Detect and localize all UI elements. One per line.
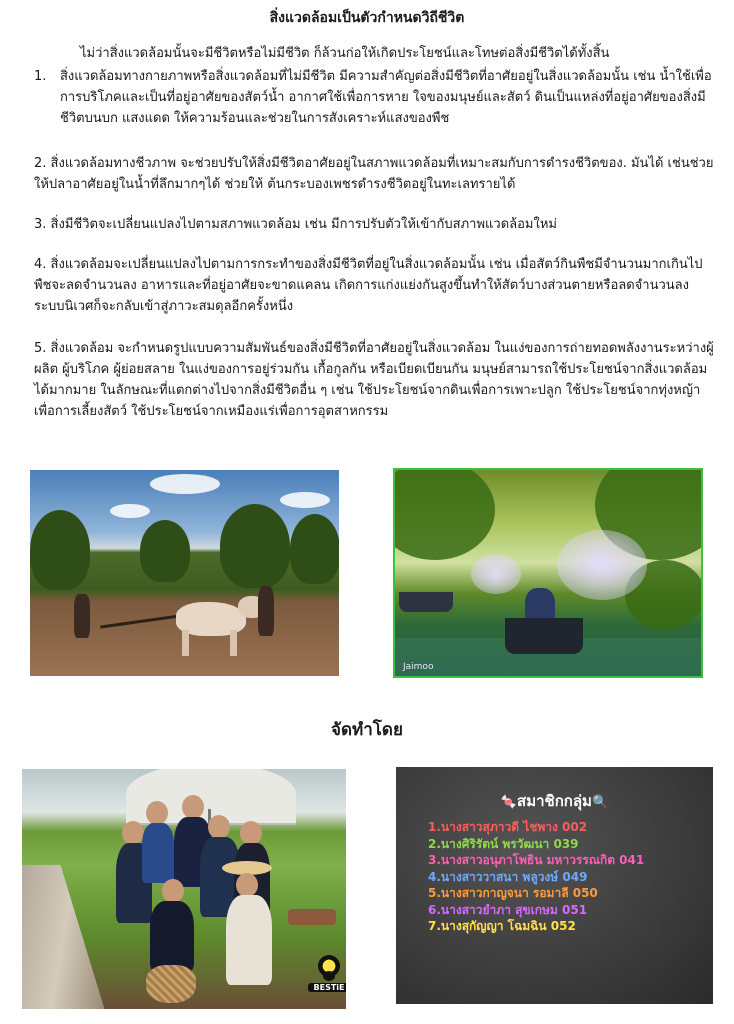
- person-head: [122, 821, 144, 845]
- water-spray-shape: [471, 554, 521, 594]
- intro-paragraph: ไม่ว่าสิ่งแวดล้อมนั้นจะมีชีวิตหรือไม่มีชีวิต ก็ล้วนก่อให้เกิดประโยชน์และโทษต่อสิ่งมีชีวิตได้ทั้งสิ้น: [80, 46, 610, 61]
- buffalo-ploughing-photo: [30, 470, 339, 676]
- plough-shape: [100, 614, 180, 628]
- person-head: [162, 879, 184, 903]
- water-spray-shape: [557, 530, 647, 600]
- moored-boat-shape: [399, 592, 453, 612]
- member-item: 1.นางสาวสุภาวดี ไชพาง 002: [428, 820, 588, 834]
- point-2: 2. สิ่งแวดล้อมทางชีวภาพ จะช่วยปรับให้สิ่งมีชีวิตอาศัยอยู่ในสภาพแวดล้อมที่เหมาะสมกับการดำรงชีวิตของ. มันได้ เช่นช่วยให้ปลาอาศัยอยู่ในน้ำที่ลึกมากๆได้ ช่วยให้ ต้นกระบองเพชรดำรงชีวิตอยู่ในทะเลทรายได้: [34, 156, 714, 192]
- members-title-text: สมาชิกกลุ่ม: [517, 792, 592, 810]
- point-4: 4. สิ่งแวดล้อมจะเปลี่ยนแปลงไปตามการกระทำของสิ่งมีชีวิตที่อยู่ในสิ่งแวดล้อมนั้น เช่น เมื่อสัตว์กินพืชมีจำนวนมากเกินไปพืชจะลดจำนวนลง อาหารและที่อยู่อาศัยจะขาดแคลน เกิดการแก่งแย่งกันสูงขึ้นทำให้สัตว์บางส่วนตายหรือลดจำนวนลงระบบนิเวศก็จะกลับเข้าสู่ภาวะสมดุลอีกครั้งหนึ่ง: [34, 257, 703, 314]
- bee-icon: [323, 971, 335, 981]
- pots-shape: [288, 909, 336, 925]
- buffalo-leg-shape: [182, 630, 189, 656]
- bestie-logo: [312, 955, 346, 999]
- member-item: 3.นางสาวอนุภาโพธิน มหาวรรณกิต 041: [428, 853, 645, 867]
- members-title: [396, 789, 713, 813]
- members-list: [428, 819, 644, 935]
- point-1-number: 1.: [34, 69, 47, 84]
- point-1: [34, 66, 714, 129]
- person-head: [208, 815, 230, 839]
- farmer-figure: [74, 594, 90, 638]
- basket-shape: [146, 965, 196, 1003]
- candy-icon: 🍬: [500, 795, 518, 810]
- page-title: สิ่งแวดล้อมเป็นตัวกำหนดวิถีชีวิต: [269, 10, 465, 26]
- member-item: 6.นางสาวยำภา สุขเกษม 051: [428, 902, 588, 917]
- person-body: [150, 901, 194, 971]
- member-item: 2.นางศิริรัตน์ พรวัฒนา 039: [428, 836, 579, 851]
- tree-shape: [290, 514, 339, 584]
- point-1-text: สิ่งแวดล้อมทางกายภาพหรือสิ่งแวดล้อมที่ไม่มีชีวิต มีความสำคัญต่อสิ่งมีชีวิตที่อาศัยอยู่ในสิ่งแวดล้อมนั้น เช่น น้ำใช้เพื่อการบริโภคและเป็นที่อยู่อาศัยของสัตว์น้ำ อากาศใช้เพื่อการหาย ใจของมนุษย์และสัตว์ ดินเป็นแหล่งที่อยู่อาศัยของสิ่งมีชีวิตบนบก แสงแดด ให้ความร้อนและช่วยในการสังเคราะห์แสงของพืช: [60, 69, 712, 126]
- foliage-shape: [393, 468, 495, 560]
- person-head: [146, 801, 168, 825]
- photo-watermark: Jaimoo: [403, 662, 434, 672]
- cloud-shape: [280, 492, 330, 508]
- person-head: [182, 795, 204, 819]
- point-5: 5. สิ่งแวดล้อม จะกำหนดรูปแบบความสัมพันธ์ของสิ่งมีชีวิตที่อาศัยอยู่ในสิ่งแวดล้อม ในแง่ของการถ่ายทอดพลังงานระหว่างผู้ผลิต ผู้บริโภค ผู้ย่อยสลาย ในแง่ของการอยู่ร่วมกัน เกื้อกูลกัน หรือเบียดเบียนกัน มนุษย์สามารถใช้ประโยชน์จากสิ่งแวดล้อมได้มากมาย ในลักษณะที่แตกต่างไปจากสิ่งมีชีวิตอื่น ๆ เช่น ใช้ประโยชน์จากดินเพื่อการเพาะปลูก ใช้ประโยชน์จากทุ่งหญ้าเพื่อการเลี้ยงสัตว์ ใช้ประโยชน์จากเหมืองแร่เพื่อการอุตสาหกรรม: [34, 341, 714, 419]
- person-body: [226, 895, 272, 985]
- members-chalkboard: [396, 767, 713, 1004]
- member-item: 7.นางสุกัญญา โฉมฉิน 052: [428, 919, 576, 933]
- person-head: [240, 821, 262, 845]
- cloud-shape: [150, 474, 220, 494]
- canal-boat-photo: [393, 468, 703, 678]
- person-head: [236, 873, 258, 897]
- member-item: 4.นางสาววาสนา พลูวงษ์ 049: [428, 869, 588, 884]
- logo-lettering: BESTiE: [308, 983, 346, 992]
- buffalo-leg-shape: [230, 630, 237, 656]
- cloud-shape: [110, 504, 150, 518]
- tree-shape: [30, 510, 90, 590]
- farmer-figure: [258, 586, 274, 636]
- group-photo: [22, 769, 346, 1009]
- boat-shape: [505, 618, 583, 654]
- person-body: [142, 823, 174, 883]
- member-item: 5.นางสาวกาญจนา รอมาลี 050: [428, 886, 598, 900]
- tree-shape: [220, 504, 290, 588]
- tree-shape: [140, 520, 190, 582]
- credits-heading: จัดทำโดย: [331, 720, 403, 740]
- magnifier-icon: 🔍: [591, 795, 609, 810]
- point-3: 3. สิ่งมีชีวิตจะเปลี่ยนแปลงไปตามสภาพแวดล้อม เช่น มีการปรับตัวให้เข้ากับสภาพแวดล้อมใหม่: [34, 217, 557, 232]
